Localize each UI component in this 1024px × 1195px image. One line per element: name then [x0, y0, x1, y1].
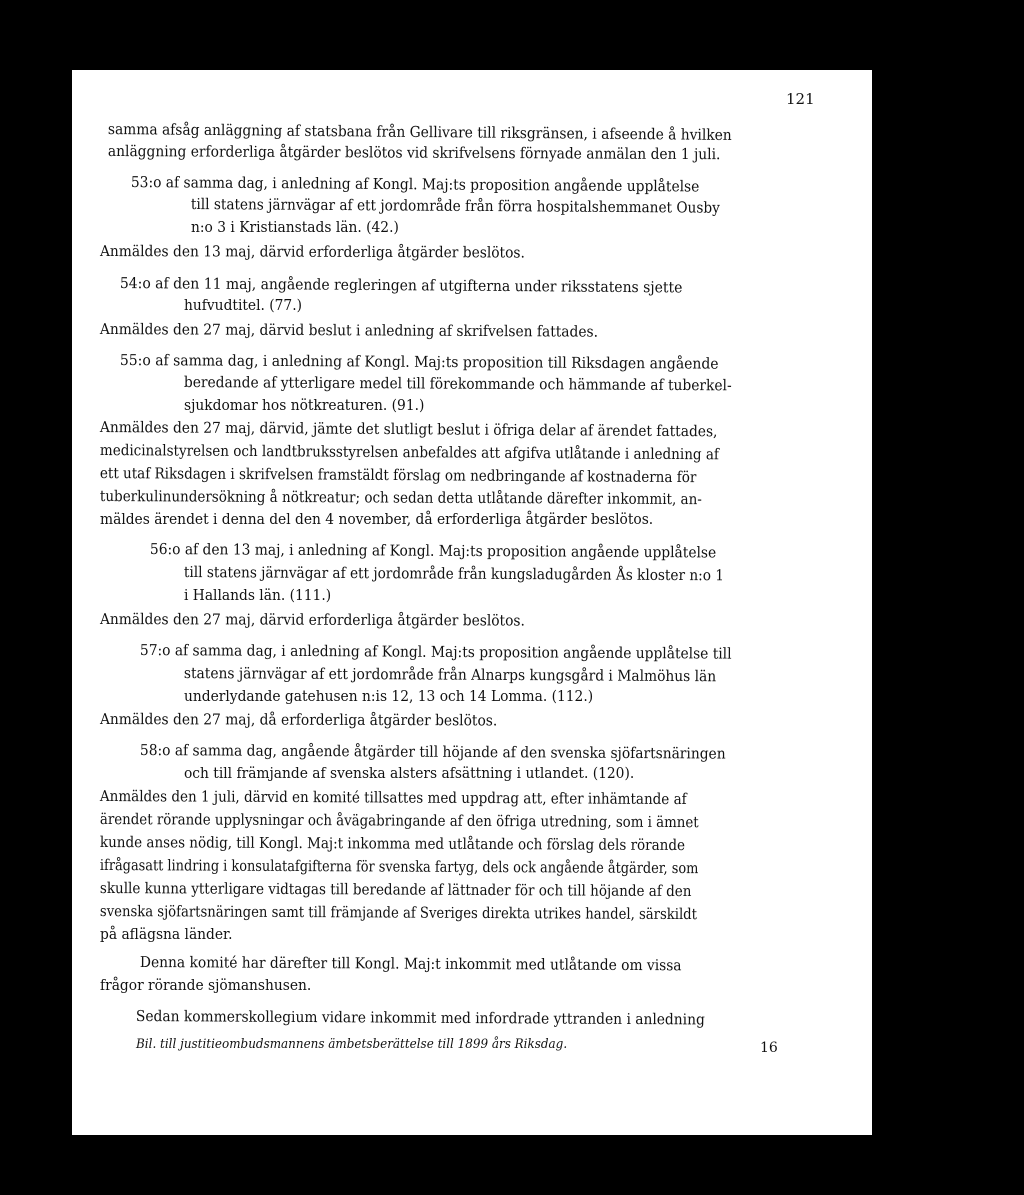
text-line: skulle kunna ytterligare vidtagas till beredande af lättnader för och till höjande af den: [99, 879, 692, 901]
text-line: 57:o af samma dag, i anledning af Kongl. Maj:ts proposition angående upplåtelse till: [139, 641, 732, 663]
text-line: hufvudtitel. (77.): [184, 296, 302, 314]
footnote: Bil. till justitieombudsmannens ämbetsberättelse till 1899 års Riksdag.: [136, 1037, 568, 1052]
text-line: Anmäldes den 27 maj, därvid erforderliga åtgärder beslötos.: [99, 610, 525, 630]
text-line: ifrågasatt lindring i konsulatafgifterna för svenska fartyg, dels ock angående åtgärder, som: [99, 856, 699, 878]
text-line: medicinalstyrelsen och landtbruksstyrelsen anbefaldes att afgifva utlåtande i anledning af: [99, 441, 719, 464]
signature-mark: 16: [760, 1040, 778, 1056]
text-line: svenska sjöfartsnäringen samt till främjande af Sveriges direkta utrikes handel, särskildt: [99, 902, 698, 924]
text-line: Anmäldes den 27 maj, därvid, jämte det slutligt beslut i öfriga delar af ärendet fattades,: [99, 418, 718, 441]
text-line: och till främjande af svenska alsters afsättning i utlandet. (120).: [184, 764, 635, 782]
text-line: beredande af ytterligare medel till förekommande och hämmande af tuberkel-: [183, 373, 732, 395]
text-line: frågor rörande sjömanshusen.: [100, 976, 312, 994]
text-line: till statens järnvägar af ett jordområde från kungsladugården Ås kloster n:o 1: [183, 563, 725, 585]
text-line: Sedan kommerskollegium vidare inkommit med infordrade yttranden i anledning: [135, 1007, 705, 1029]
text-line: mäldes ärendet i denna del den 4 november, då erforderliga åtgärder beslötos.: [100, 510, 654, 528]
text-line: till statens järnvägar af ett jordområde från förra hospitalshemmanet Ousby: [190, 195, 720, 217]
text-line: 54:o af den 11 maj, angående regleringen af utgifterna under riksstatens sjette: [119, 274, 683, 297]
text-line: tuberkulinundersökning å nötkreatur; och sedan detta utlåtande därefter inkommit, an-: [99, 487, 702, 509]
text-line: i Hallands län. (111.): [184, 586, 332, 604]
text-line: 56:o af den 13 maj, i anledning af Kongl. Maj:ts proposition angående upplåtelse: [149, 540, 717, 562]
document-page: [72, 70, 872, 1135]
text-line: ett utaf Riksdagen i skrifvelsen framstäldt förslag om nedbringande af kostnaderna för: [99, 464, 697, 487]
text-line: underlydande gatehusen n:is 12, 13 och 14 Lomma. (112.): [184, 687, 594, 705]
text-line: Anmäldes den 1 juli, därvid en komité tillsattes med uppdrag att, efter inhämtande af: [99, 787, 687, 809]
text-line: Anmäldes den 27 maj, därvid beslut i anledning af skrifvelsen fattades.: [99, 320, 599, 341]
text-line: Denna komité har därefter till Kongl. Maj:t inkommit med utlåtande om vissa: [139, 953, 682, 975]
text-line: Anmäldes den 13 maj, därvid erforderliga åtgärder beslötos.: [99, 242, 525, 262]
text-line: Anmäldes den 27 maj, då erforderliga åtgärder beslötos.: [99, 710, 498, 730]
text-line: n:o 3 i Kristianstads län. (42.): [191, 218, 399, 236]
text-line: 55:o af samma dag, i anledning af Kongl. Maj:ts proposition till Riksdagen angående: [119, 351, 719, 373]
text-line: på aflägsna länder.: [100, 925, 233, 943]
text-line: samma afsåg anläggning af statsbana från Gellivare till riksgränsen, i afseende å hvilken: [107, 120, 732, 144]
text-line: statens järnvägar af ett jordområde från Alnarps kungsgård i Malmöhus län: [183, 664, 717, 686]
page-number: 121: [786, 90, 815, 108]
text-line: sjukdomar hos nötkreaturen. (91.): [184, 396, 425, 414]
text-line: kunde anses nödig, till Kongl. Maj:t inkomma med utlåtande och förslag dels rörande: [99, 833, 686, 855]
text-line: 58:o af samma dag, angående åtgärder till höjande af den svenska sjöfartsnäringen: [139, 741, 726, 763]
text-line: anläggning erforderliga åtgärder beslötos vid skrifvelsens förnyade anmälan den 1 juli.: [107, 142, 721, 164]
text-line: 53:o af samma dag, i anledning af Kongl. Maj:ts proposition angående upplåtelse: [130, 173, 700, 196]
text-line: ärendet rörande upplysningar och åvägabringande af den öfriga utredning, som i ämnet: [99, 810, 699, 832]
